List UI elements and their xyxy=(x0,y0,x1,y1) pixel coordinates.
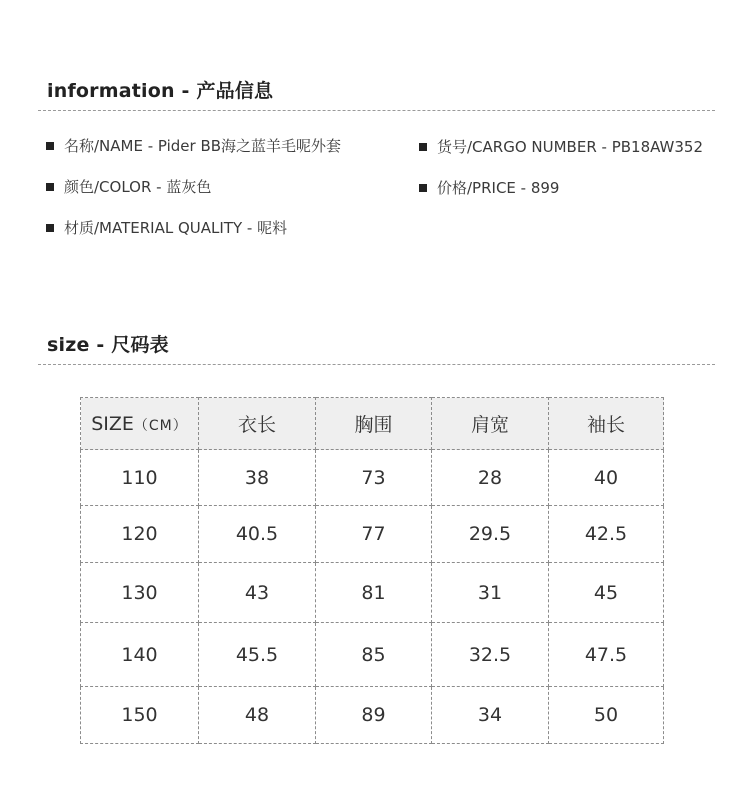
table-row xyxy=(81,506,664,563)
info-item-material-label: 材质/MATERIAL QUALITY - 呢料 xyxy=(64,219,288,237)
info-item-cargo-number-label: 货号/CARGO NUMBER - PB18AW352 xyxy=(437,138,704,156)
size-table-header-size xyxy=(81,398,199,450)
bullet-icon xyxy=(419,143,427,151)
table-cell: 47.5 xyxy=(549,623,664,687)
table-row xyxy=(81,563,664,623)
bullet-icon xyxy=(46,142,54,150)
table-cell: 42.5 xyxy=(549,506,664,563)
table-cell: 32.5 xyxy=(432,623,549,687)
table-cell: 130 xyxy=(81,563,199,623)
info-item-color-label: 颜色/COLOR - 蓝灰色 xyxy=(64,178,212,196)
bullet-icon xyxy=(419,184,427,192)
table-cell: 43 xyxy=(199,563,316,623)
bullet-icon xyxy=(46,183,54,191)
table-row xyxy=(81,450,664,506)
size-table xyxy=(80,397,664,744)
table-row xyxy=(81,687,664,744)
size-header-unit: （CM） xyxy=(133,417,188,434)
table-cell: 40.5 xyxy=(199,506,316,563)
table-cell: 28 xyxy=(432,450,549,506)
info-item-cargo-number xyxy=(419,136,703,157)
table-cell: 48 xyxy=(199,687,316,744)
info-item-name-label: 名称/NAME - Pider BB海之蓝羊毛呢外套 xyxy=(64,137,342,155)
table-cell: 40 xyxy=(549,450,664,506)
size-table-header-row xyxy=(81,398,664,450)
size-table-header-shoulder: 肩宽 xyxy=(432,398,549,450)
table-cell: 29.5 xyxy=(432,506,549,563)
table-cell: 31 xyxy=(432,563,549,623)
size-header-label: SIZE xyxy=(91,412,134,435)
table-row xyxy=(81,623,664,687)
table-cell: 89 xyxy=(316,687,432,744)
table-cell: 85 xyxy=(316,623,432,687)
info-item-price-label: 价格/PRICE - 899 xyxy=(437,179,560,197)
table-cell: 150 xyxy=(81,687,199,744)
size-table-header-sleeve: 袖长 xyxy=(549,398,664,450)
bullet-icon xyxy=(46,224,54,232)
table-cell: 38 xyxy=(199,450,316,506)
table-cell: 77 xyxy=(316,506,432,563)
table-cell: 81 xyxy=(316,563,432,623)
size-divider xyxy=(38,364,715,365)
info-item-color xyxy=(46,176,211,197)
table-cell: 140 xyxy=(81,623,199,687)
table-cell: 50 xyxy=(549,687,664,744)
info-item-price xyxy=(419,177,559,198)
size-table-header-chest: 胸围 xyxy=(316,398,432,450)
information-divider xyxy=(38,110,715,111)
info-item-name xyxy=(46,135,341,156)
table-cell: 73 xyxy=(316,450,432,506)
size-title: size - 尺码表 xyxy=(47,334,169,356)
table-cell: 110 xyxy=(81,450,199,506)
table-cell: 120 xyxy=(81,506,199,563)
info-item-material xyxy=(46,217,287,238)
table-cell: 34 xyxy=(432,687,549,744)
information-title: information - 产品信息 xyxy=(47,80,274,102)
table-cell: 45 xyxy=(549,563,664,623)
table-cell: 45.5 xyxy=(199,623,316,687)
size-table-header-length: 衣长 xyxy=(199,398,316,450)
